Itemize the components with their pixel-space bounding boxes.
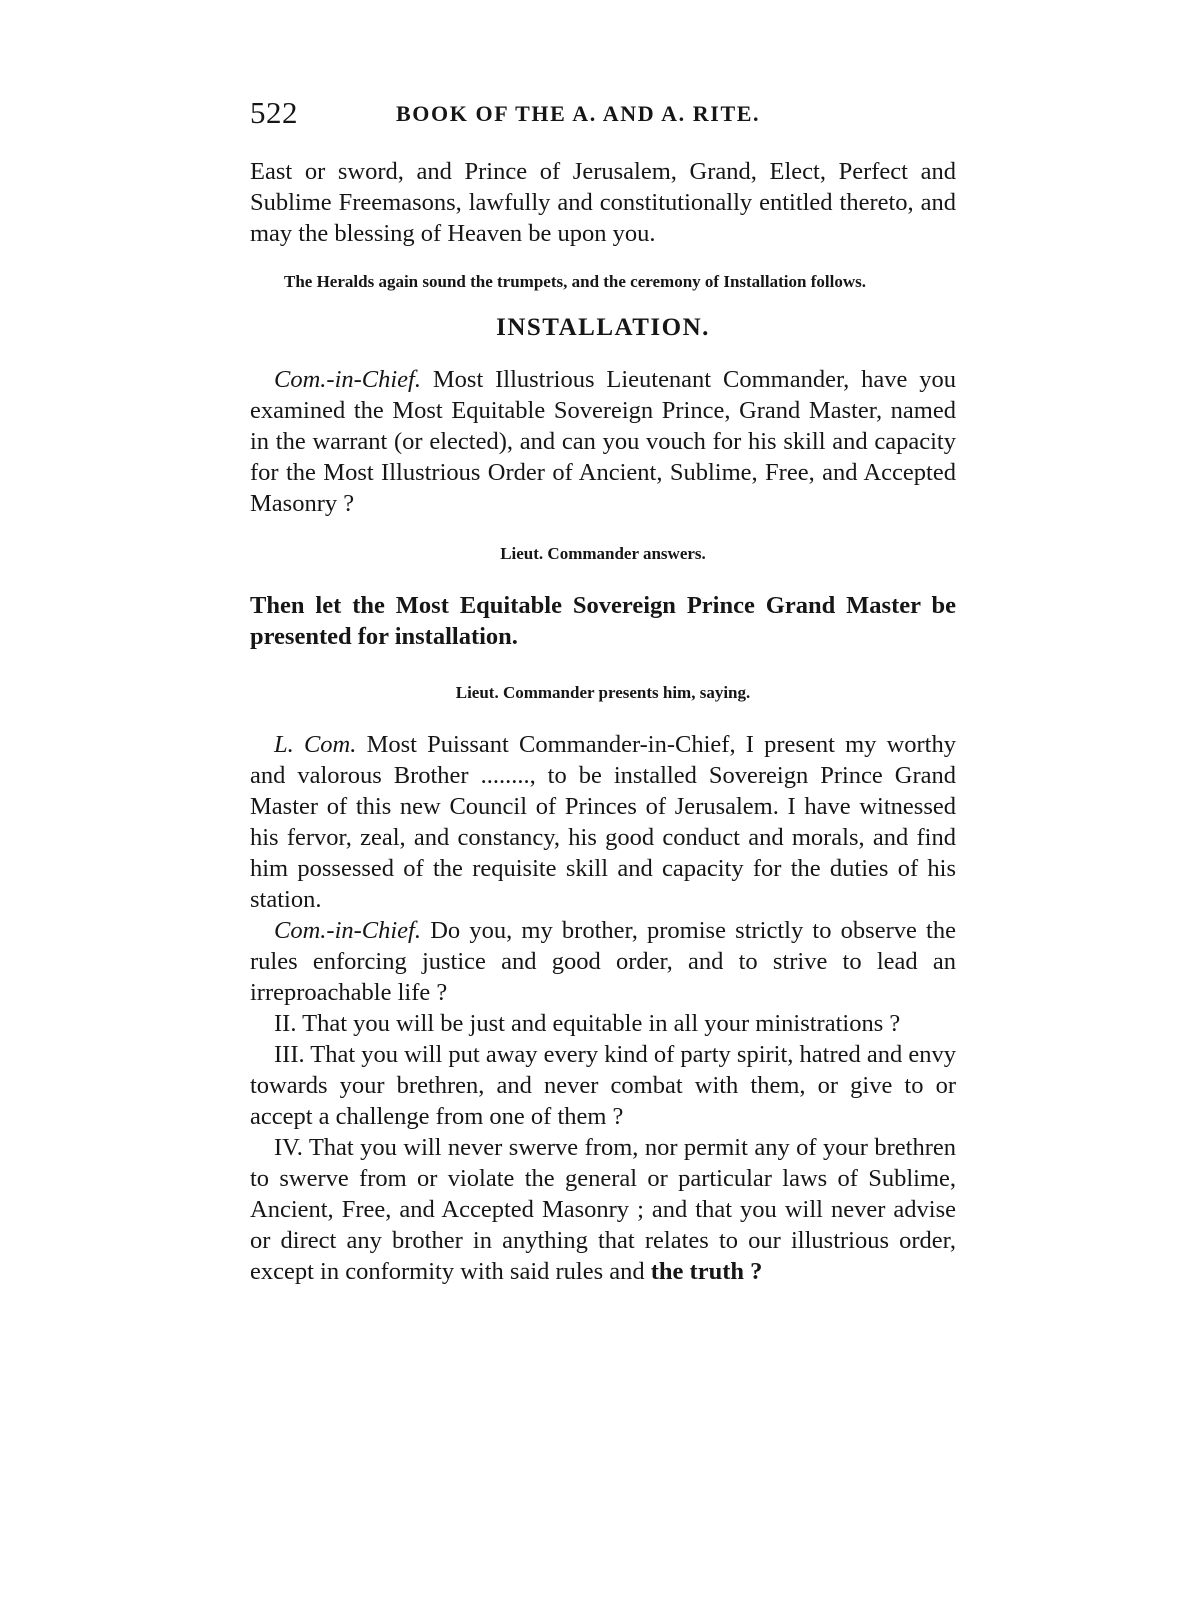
running-head [250,95,956,139]
promise-item-3: III. That you will put away every kind of party spirit, hatred and envy towards your brethren, and never combat with them, or give to or accept a challenge from one of them ? [250,1041,956,1130]
running-title: BOOK OF THE A. AND A. RITE. [396,101,761,126]
commander-promise-question-text: Do you, my brother, promise strictly to observe the rules enforcing justice and good order, and to strive to lead an irreproachable life ? [250,917,956,1006]
promise-item-4-ending: the truth ? [650,1258,763,1285]
lieutenant-answers-note: Lieut. Commander answers. [500,544,706,563]
presentation-instruction: Then let the Most Equitable Sovereign Prince Grand Master be presented for installation. [250,592,956,650]
speaker-com-in-chief-second: Com.-in-Chief. [274,917,421,944]
promise-item-2: II. That you will be just and equitable in all your ministrations ? [274,1010,901,1037]
book-page [250,95,956,1287]
commander-in-chief-question-text: Most Illustrious Lieutenant Commander, have you examined the Most Equitable Sovereign Prince, Grand Master, named in the warrant (or elected), and can you vouch for his skill and capacity for the Most Illustrious Order of Ancient, Sublime, Free, and Accepted Masonry ? [250,366,956,517]
lieutenant-presents-note: Lieut. Commander presents him, saying. [455,683,751,702]
page-number: 522 [250,95,298,130]
lieutenant-commander-statement-text: Most Puissant Commander-in-Chief, I present my worthy and valorous Brother ........, to be installed Sovereign Prince Grand Master of this new Council of Princes of Jerusalem. I have witnessed his fervor, zeal, and constancy, his good conduct and morals, and find him possessed of the requisite skill and capacity for the duties of his station. [250,731,956,913]
herald-stage-note: The Heralds again sound the trumpets, and the ceremony of Installation follows. [284,272,866,291]
speaker-l-com: L. Com. [274,731,357,758]
commander-in-chief-question [250,364,956,519]
opening-paragraph: East or sword, and Prince of Jerusalem, Grand, Elect, Perfect and Sublime Freemasons, lawfully and constitutionally entitled thereto, and may the blessing of Heaven be upon you. [250,158,956,247]
promise-item-4-text: IV. That you will never swerve from, nor permit any of your brethren to swerve from or violate the general or particular laws of Sublime, Ancient, Free, and Accepted Masonry ; and that you will never advise or direct any brother in anything that relates to our illustrious order, except in conformity with said rules and [250,1134,956,1285]
promise-item-4 [250,1132,956,1287]
commander-promise-question [250,915,956,1008]
installation-heading: INSTALLATION. [496,314,710,341]
speaker-com-in-chief: Com.-in-Chief. [274,366,421,393]
lieutenant-commander-statement [250,729,956,915]
